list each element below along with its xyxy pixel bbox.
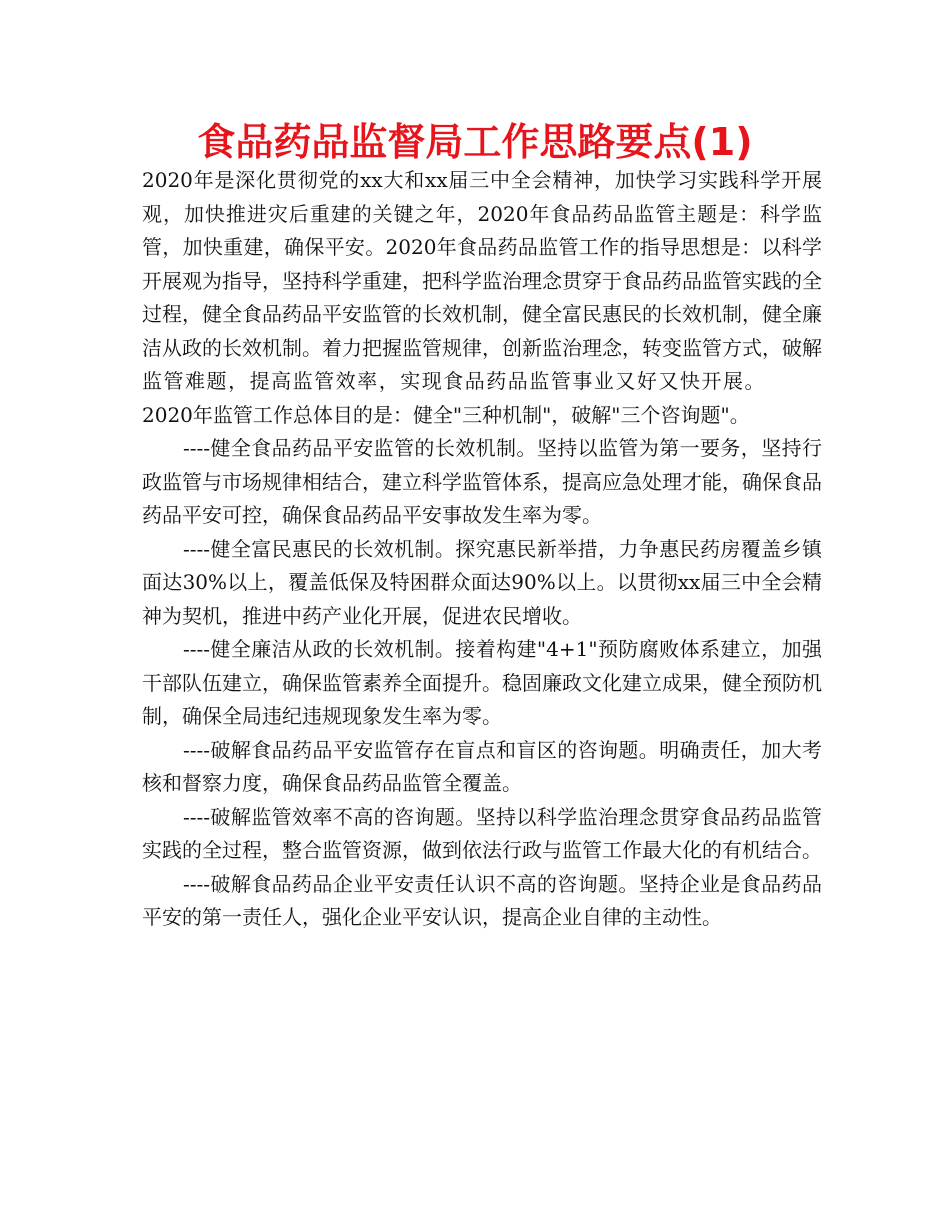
paragraph-enterprise-responsibility-issue: ----破解食品药品企业平安责任认识不高的咨询题。坚持企业是食品药品平安的第一责任人，强化企业平安认识，提高企业自律的主动性。: [142, 871, 822, 929]
paragraph-blind-spot-issue: ----破解食品药品平安监管存在盲点和盲区的咨询题。明确责任，加大考核和督察力度，确保食品药品监管全覆盖。: [142, 737, 822, 795]
intro-goal-text: 2020年监管工作总体目的是：健全"三种机制"，破解"三个咨询题"。: [142, 402, 750, 427]
paragraph-benefit-people-mechanism: ----健全富民惠民的长效机制。探究惠民新举措，力争惠民药房覆盖乡镇面达30%以上，覆盖低保及特困群众面达90%以上。以贯彻xx届三中全会精神为契机，推进中药产业化开展，促进农民增收。: [142, 536, 822, 628]
paragraph-food-drug-safety-mechanism: ----健全食品药品平安监管的长效机制。坚持以监管为第一要务，坚持行政监管与市场规律相结合，建立科学监管体系，提高应急处理才能，确保食品药品平安可控，确保食品药品平安事故发生率为零。: [142, 436, 822, 527]
paragraph-clean-government-mechanism: ----健全廉洁从政的长效机制。接着构建"4+1"预防腐败体系建立，加强干部队伍建立，确保监管素养全面提升。稳固廉政文化建立成果，健全预防机制，确保全局违纪违规现象发生率为零。: [142, 637, 822, 728]
intro-text: 2020年是深化贯彻党的xx大和xx届三中全会精神，加快学习实践科学开展观，加快推进灾后重建的关键之年，2020年食品药品监管主题是：科学监管，加快重建，确保平安。2020年食品药品监管工作的指导思想是：以科学开展观为指导，坚持科学重建，把科学监治理念贯穿于食品药品监管实践的全过程，健全食品药品平安监管的长效机制，健全富民惠民的长效机制，健全廉洁从政的长效机制。着力把握监管规律，创新监治理念，转变监管方式，破解监管难题，提高监管效率，实现食品药品监管事业又好又快开展。: [142, 168, 822, 393]
paragraph-efficiency-issue: ----破解监管效率不高的咨询题。坚持以科学监治理念贯穿食品药品监管实践的全过程，整合监管资源，做到依法行政与监管工作最大化的有机结合。: [142, 804, 822, 862]
intro-paragraph: [142, 164, 822, 432]
document-title: 食品药品监督局工作思路要点(1): [197, 120, 753, 164]
document-body: [142, 164, 822, 935]
